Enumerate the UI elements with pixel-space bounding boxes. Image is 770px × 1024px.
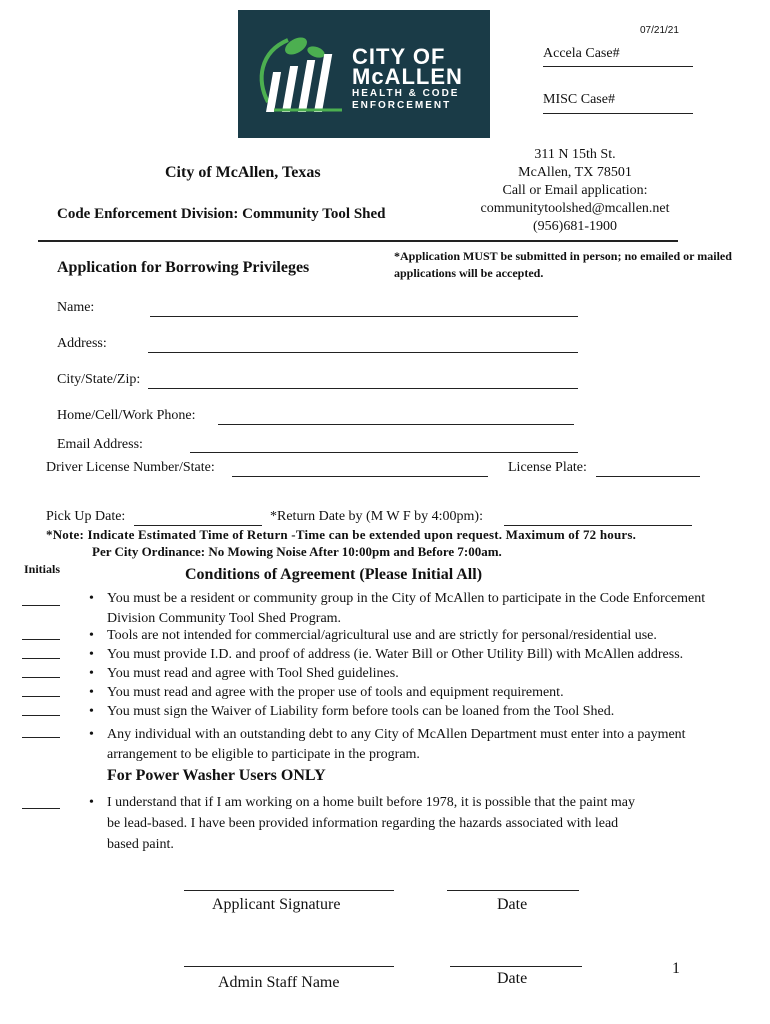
address-city: McAllen, TX 78501 [518,165,632,180]
application-title: Application for Borrowing Privileges [57,259,310,276]
initial-field-4[interactable] [22,677,60,678]
applicant-signature-line[interactable] [184,890,394,891]
email-field[interactable] [190,452,578,453]
accela-case-label: Accela Case# [543,46,620,61]
header-divider [38,240,678,242]
logo-line3: HEALTH & CODE [352,88,460,99]
list-item: • You must be a resident or community group in the City of McAllen to participate in the Code Enforcement Division Community Tool Shed Program. [89,591,706,626]
initials-label: Initials [24,562,61,576]
logo-line4: ENFORCEMENT [352,100,452,111]
admin-date-label: Date [497,970,528,987]
list-item: • You must sign the Waiver of Liability form before tools can be loaned from the Tool Shed. [89,704,615,719]
pickup-date-label: Pick Up Date: [46,509,126,524]
return-note: *Note: Indicate Estimated Time of Return -Time can be extended upon request. Maximum of 72 hours. [46,527,637,542]
return-date-label: *Return Date by (M W F by 4:00pm): [270,509,483,524]
initial-field-3[interactable] [22,658,60,659]
admin-date-line[interactable] [450,966,582,967]
name-label: Name: [57,300,95,315]
form-date: 07/21/21 [640,25,679,36]
address-email: communitytoolshed@mcallen.net [480,201,670,216]
division-title: Code Enforcement Division: Community Tool Shed [57,206,386,222]
city-logo [238,10,490,138]
applicant-date-label: Date [497,896,528,913]
admin-name-line[interactable] [184,966,394,967]
email-label: Email Address: [57,437,143,452]
initial-field-1[interactable] [22,605,60,606]
logo-line1: CITY OF [352,44,446,69]
noise-note: Per City Ordinance: No Mowing Noise After 10:00pm and Before 7:00am. [92,544,502,559]
pickup-date-field[interactable] [134,525,262,526]
accela-case-field[interactable] [543,66,693,67]
power-washer-title: For Power Washer Users ONLY [107,767,326,784]
misc-case-field[interactable] [543,113,693,114]
list-item: • You must provide I.D. and proof of address (ie. Water Bill or Other Utility Bill) with McAllen address. [89,647,684,662]
list-item: • You must read and agree with Tool Shed guidelines. [89,666,399,681]
driver-license-field[interactable] [232,476,488,477]
driver-license-label: Driver License Number/State: [46,460,215,475]
license-plate-label: License Plate: [508,460,587,475]
initial-field-8[interactable] [22,808,60,809]
address-phone: (956)681-1900 [533,219,617,234]
phone-field[interactable] [218,424,574,425]
city-state-zip-field[interactable] [148,388,578,389]
address-field[interactable] [148,352,578,353]
applicant-date-line[interactable] [447,890,579,891]
list-item: • Any individual with an outstanding debt to any City of McAllen Department must enter into a payment arrangement to be eligible to participate in the program. [89,727,686,762]
city-title: City of McAllen, Texas [165,164,321,181]
submission-notice: *Application MUST be submitted in person; no emailed or mailed applications will be accepted. [394,249,732,280]
conditions-title: Conditions of Agreement (Please Initial All) [185,566,483,583]
initial-field-7[interactable] [22,737,60,738]
logo-line2: McALLEN [352,64,463,89]
initial-field-6[interactable] [22,715,60,716]
address-block [460,146,690,236]
applicant-signature-label: Applicant Signature [212,896,341,913]
address-call: Call or Email application: [502,183,648,198]
initial-field-5[interactable] [22,696,60,697]
page-number: 1 [672,960,680,977]
city-state-zip-label: City/State/Zip: [57,372,141,387]
address-label: Address: [57,336,107,351]
list-item: • Tools are not intended for commercial/agricultural use and are strictly for personal/residential use. [89,628,657,643]
list-item: • You must read and agree with the proper use of tools and equipment requirement. [89,685,564,700]
initial-field-2[interactable] [22,639,60,640]
phone-label: Home/Cell/Work Phone: [57,408,196,423]
misc-case-label: MISC Case# [543,92,615,107]
license-plate-field[interactable] [596,476,700,477]
power-washer-item: • I understand that if I am working on a home built before 1978, it is possible that the paint may be lead-based. I have been provided information regarding the hazards associated with lead based paint. [89,795,636,852]
admin-name-label: Admin Staff Name [218,974,340,991]
return-date-field[interactable] [504,525,692,526]
name-field[interactable] [150,316,578,317]
address-street: 311 N 15th St. [534,147,616,162]
